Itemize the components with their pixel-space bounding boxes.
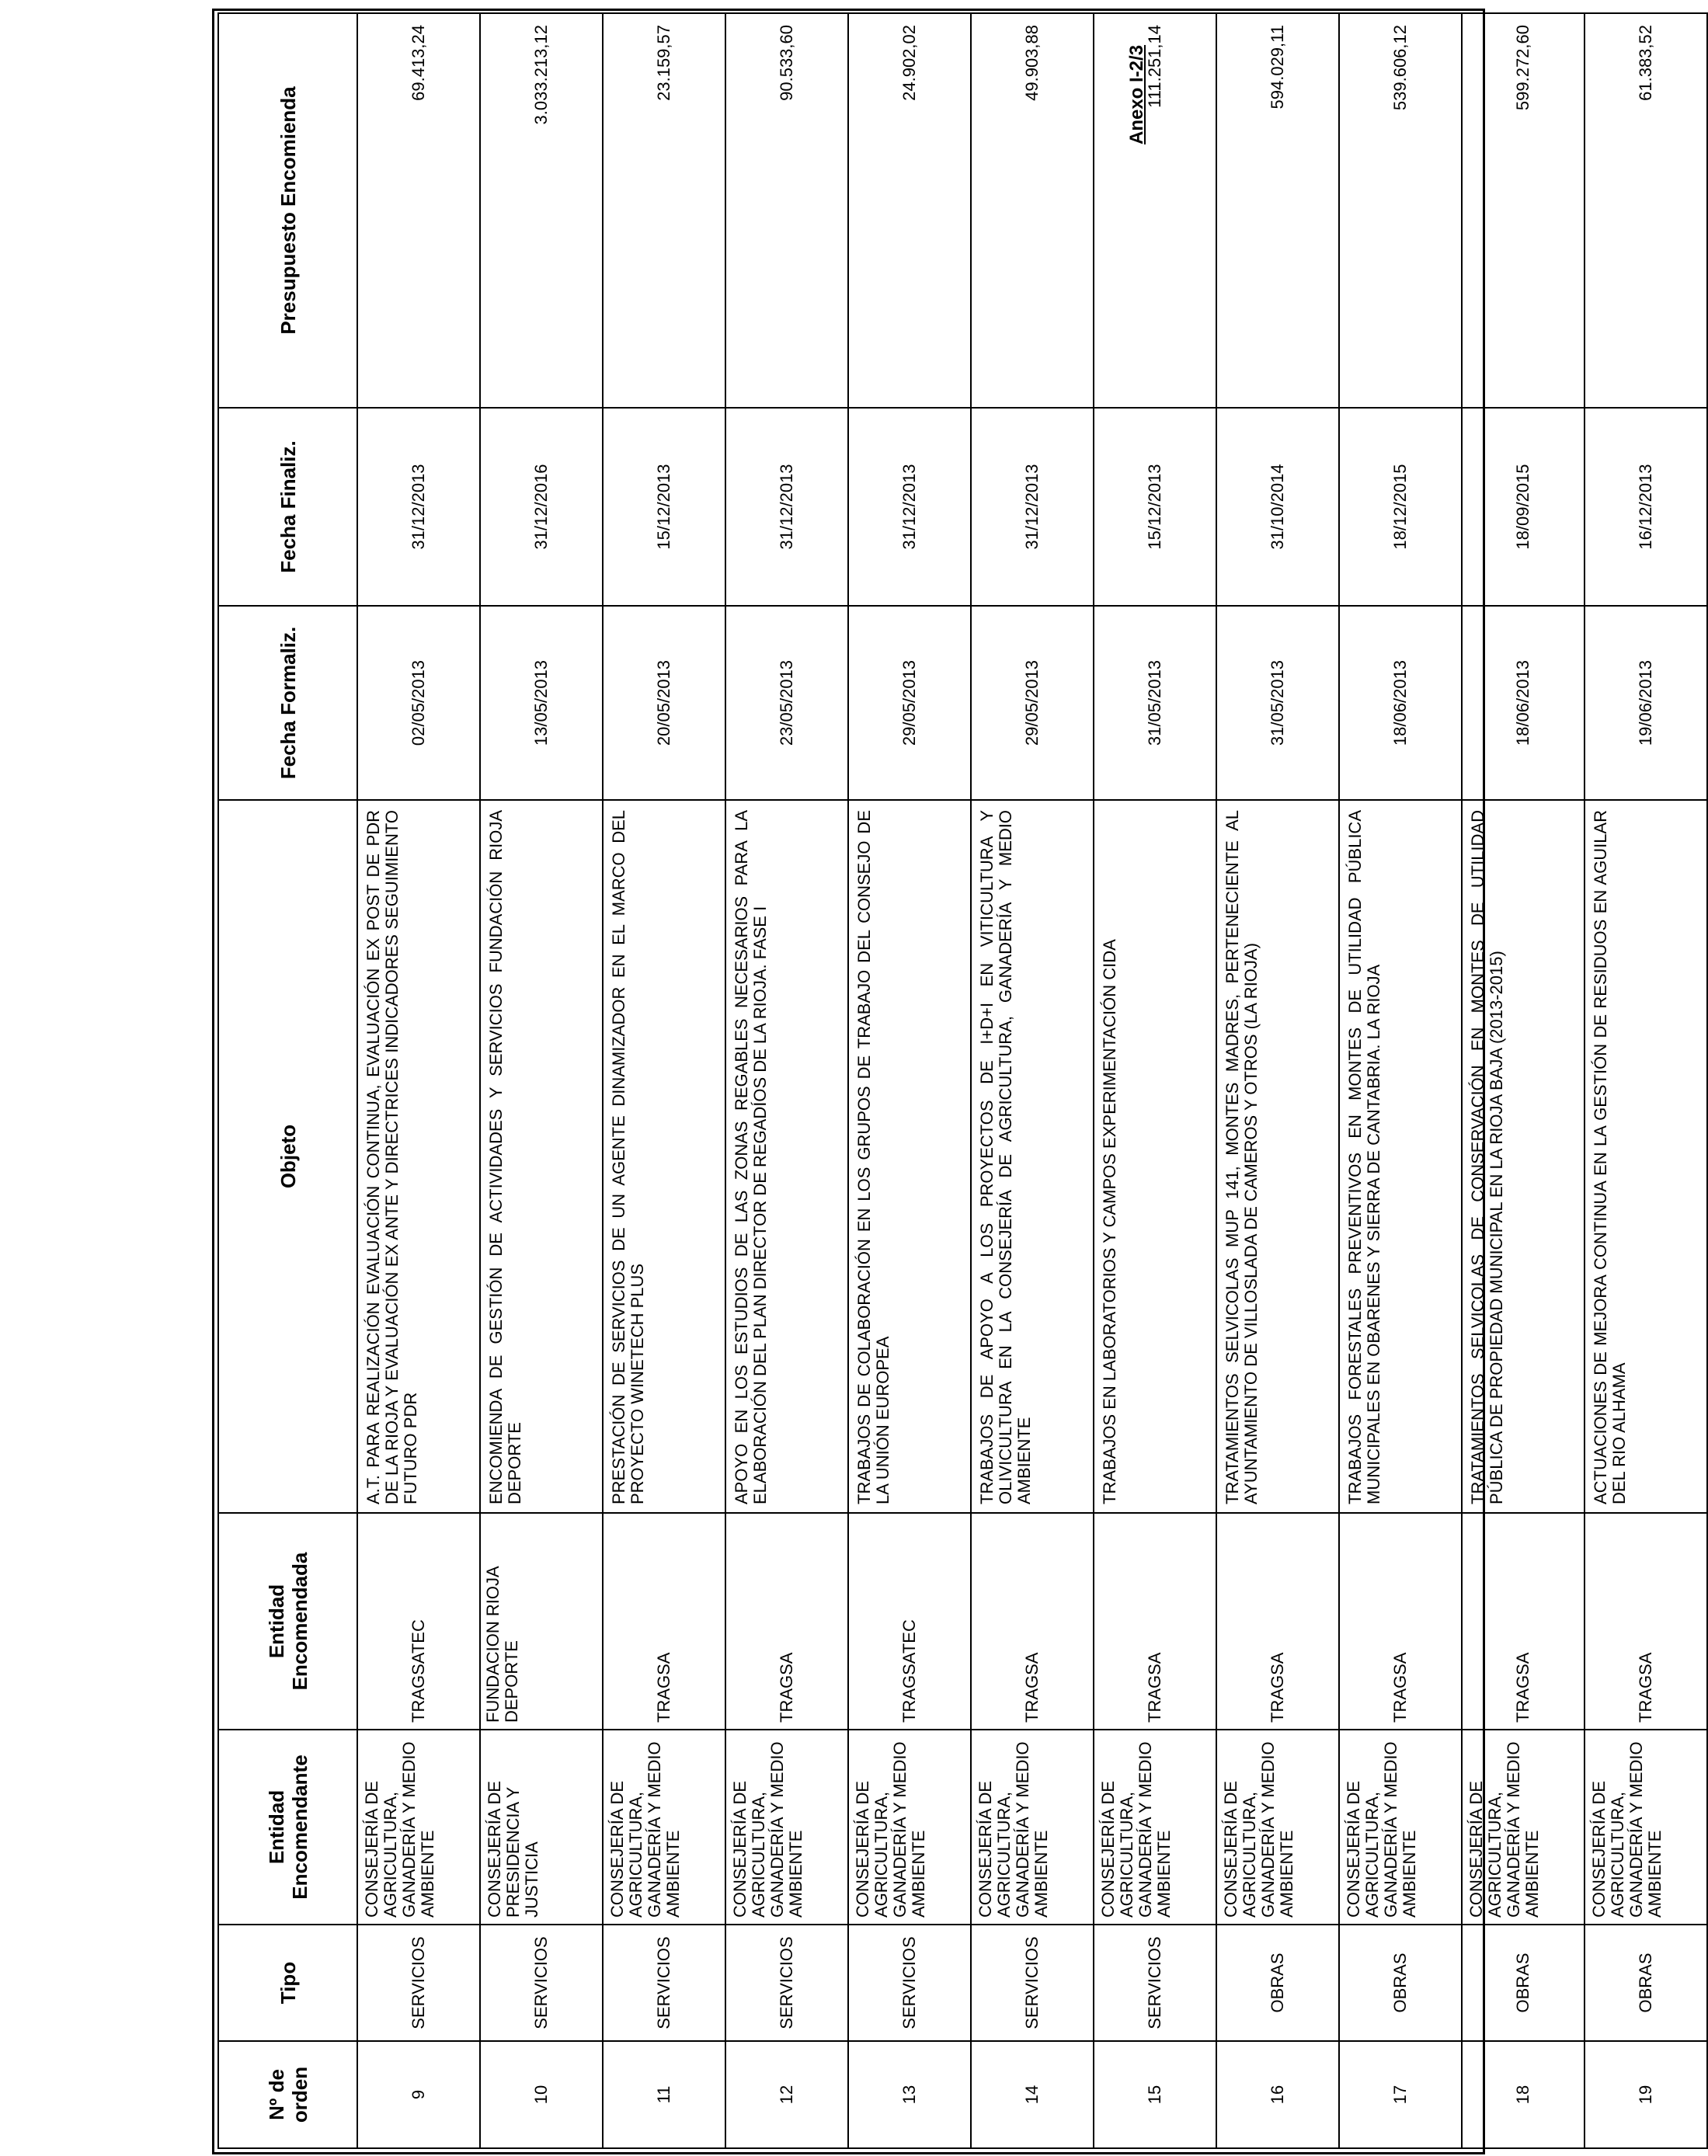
cell-objeto: APOYO EN LOS ESTUDIOS DE LAS ZONAS REGABLES NECESARIOS PARA LA ELABORACIÓN DEL PLAN DIRECTOR DE REGADÍOS DE LA RIOJA. FASE I: [725, 800, 848, 1513]
header-presupuesto: Presupuesto Encomienda: [218, 13, 357, 408]
annex-label: Anexo I-2/3: [1126, 44, 1147, 144]
cell-encomendante: CONSEJERÍA DE AGRICULTURA, GANADERÍA Y MEDIO AMBIENTE: [1585, 1730, 1707, 1925]
table-row: [357, 13, 480, 2148]
cell-encomendada: FUNDACION RIOJA DEPORTE: [480, 1513, 603, 1730]
cell-tipo: SERVICIOS: [848, 1925, 971, 2041]
cell-encomendada: TRAGSATEC: [357, 1513, 480, 1730]
cell-presupuesto: 111.251,14: [1094, 13, 1216, 408]
cell-tipo: SERVICIOS: [480, 1925, 603, 2041]
cell-finaliz: 31/12/2013: [971, 408, 1094, 606]
cell-num: 9: [357, 2041, 480, 2148]
cell-formaliz: 23/05/2013: [725, 606, 848, 800]
cell-formaliz: 29/05/2013: [848, 606, 971, 800]
cell-presupuesto: 24.902,02: [848, 13, 971, 408]
header-objeto: Objeto: [218, 800, 357, 1513]
cell-encomendante: CONSEJERÍA DE AGRICULTURA, GANADERÍA Y MEDIO AMBIENTE: [848, 1730, 971, 1925]
cell-encomendada: TRAGSA: [1462, 1513, 1585, 1730]
cell-formaliz: 29/05/2013: [971, 606, 1094, 800]
cell-finaliz: 15/12/2013: [1094, 408, 1216, 606]
table-row: [1585, 13, 1707, 2148]
cell-finaliz: 31/10/2014: [1216, 408, 1339, 606]
cell-tipo: OBRAS: [1216, 1925, 1339, 2041]
header-encomendante: Entidad Encomendante: [218, 1730, 357, 1925]
cell-encomendante: CONSEJERÍA DE AGRICULTURA, GANADERÍA Y MEDIO AMBIENTE: [971, 1730, 1094, 1925]
cell-objeto: TRABAJOS DE COLABORACIÓN EN LOS GRUPOS DE TRABAJO DEL CONSEJO DE LA UNIÓN EUROPEA: [848, 800, 971, 1513]
cell-encomendada: TRAGSA: [603, 1513, 725, 1730]
cell-finaliz: 18/12/2015: [1339, 408, 1462, 606]
cell-tipo: SERVICIOS: [603, 1925, 725, 2041]
cell-encomendada: TRAGSA: [725, 1513, 848, 1730]
table-row: [1339, 13, 1462, 2148]
cell-tipo: OBRAS: [1462, 1925, 1585, 2041]
table-row: [848, 13, 971, 2148]
cell-num: 15: [1094, 2041, 1216, 2148]
cell-tipo: OBRAS: [1339, 1925, 1462, 2041]
cell-objeto: TRABAJOS FORESTALES PREVENTIVOS EN MONTES DE UTILIDAD PÚBLICA MUNICIPALES EN OBARENES Y SIERRA DE CANTABRIA. LA RIOJA: [1339, 800, 1462, 1513]
table-row: [1216, 13, 1339, 2148]
table-header-row: [218, 13, 357, 2148]
cell-tipo: OBRAS: [1585, 1925, 1707, 2041]
cell-formaliz: 02/05/2013: [357, 606, 480, 800]
cell-objeto: TRATAMIENTOS SELVICOLAS DE CONSERVACIÓN EN MONTES DE UTILIDAD PÚBLICA DE PROPIEDAD MUNICIPAL EN LA RIOJA BAJA (2013-2015): [1462, 800, 1585, 1513]
cell-num: 14: [971, 2041, 1094, 2148]
cell-presupuesto: 23.159,57: [603, 13, 725, 408]
cell-tipo: SERVICIOS: [1094, 1925, 1216, 2041]
cell-tipo: SERVICIOS: [971, 1925, 1094, 2041]
cell-finaliz: 31/12/2013: [357, 408, 480, 606]
header-encomendada: Entidad Encomendada: [218, 1513, 357, 1730]
cell-presupuesto: 61.383,52: [1585, 13, 1707, 408]
cell-objeto: TRABAJOS DE APOYO A LOS PROYECTOS DE I+D+I EN VITICULTURA Y OLIVICULTURA EN LA CONSEJERÍA DE AGRICULTURA, GANADERÍA Y MEDIO AMBIENTE: [971, 800, 1094, 1513]
cell-num: 16: [1216, 2041, 1339, 2148]
cell-num: 11: [603, 2041, 725, 2148]
cell-encomendante: CONSEJERÍA DE AGRICULTURA, GANADERÍA Y MEDIO AMBIENTE: [1339, 1730, 1462, 1925]
cell-finaliz: 15/12/2013: [603, 408, 725, 606]
table-row: [971, 13, 1094, 2148]
cell-num: 12: [725, 2041, 848, 2148]
cell-presupuesto: 3.033.213,12: [480, 13, 603, 408]
cell-num: 17: [1339, 2041, 1462, 2148]
header-formaliz: Fecha Formaliz.: [218, 606, 357, 800]
cell-presupuesto: 90.533,60: [725, 13, 848, 408]
cell-encomendada: TRAGSA: [971, 1513, 1094, 1730]
cell-objeto: A.T. PARA REALIZACIÓN EVALUACIÓN CONTINUA, EVALUACIÓN EX POST DE PDR DE LA RIOJA Y EVALUACIÓN EX ANTE Y DIRECTRICES INDICADORES SEGUIMIENTO FUTURO PDR: [357, 800, 480, 1513]
cell-num: 13: [848, 2041, 971, 2148]
cell-encomendada: TRAGSA: [1216, 1513, 1339, 1730]
cell-finaliz: 18/09/2015: [1462, 408, 1585, 606]
header-num: Nº de orden: [218, 2041, 357, 2148]
cell-objeto: TRATAMIENTOS SELVICOLAS MUP 141, MONTES MADRES, PERTENECIENTE AL AYUNTAMIENTO DE VILLOSLADA DE CAMEROS Y OTROS (LA RIOJA): [1216, 800, 1339, 1513]
cell-formaliz: 18/06/2013: [1339, 606, 1462, 800]
cell-encomendada: TRAGSA: [1585, 1513, 1707, 1730]
cell-encomendante: CONSEJERÍA DE AGRICULTURA, GANADERÍA Y MEDIO AMBIENTE: [1462, 1730, 1585, 1925]
cell-objeto: ENCOMIENDA DE GESTIÓN DE ACTIVIDADES Y SERVICIOS FUNDACIÓN RIOJA DEPORTE: [480, 800, 603, 1513]
cell-objeto: ACTUACIONES DE MEJORA CONTINUA EN LA GESTIÓN DE RESIDUOS EN AGUILAR DEL RIO ALHAMA: [1585, 800, 1707, 1513]
table-row: [1094, 13, 1216, 2148]
cell-num: 18: [1462, 2041, 1585, 2148]
table-row: [480, 13, 603, 2148]
cell-num: 10: [480, 2041, 603, 2148]
cell-presupuesto: 69.413,24: [357, 13, 480, 408]
header-finaliz: Fecha Finaliz.: [218, 408, 357, 606]
table-row: [603, 13, 725, 2148]
cell-presupuesto: 539.606,12: [1339, 13, 1462, 408]
cell-encomendante: CONSEJERÍA DE AGRICULTURA, GANADERÍA Y MEDIO AMBIENTE: [725, 1730, 848, 1925]
cell-objeto: TRABAJOS EN LABORATORIOS Y CAMPOS EXPERIMENTACIÓN CIDA: [1094, 800, 1216, 1513]
cell-tipo: SERVICIOS: [357, 1925, 480, 2041]
cell-encomendada: TRAGSATEC: [848, 1513, 971, 1730]
cell-finaliz: 31/12/2013: [725, 408, 848, 606]
cell-encomendada: TRAGSA: [1094, 1513, 1216, 1730]
cell-tipo: SERVICIOS: [725, 1925, 848, 2041]
cell-formaliz: 19/06/2013: [1585, 606, 1707, 800]
cell-encomendante: CONSEJERÍA DE AGRICULTURA, GANADERÍA Y MEDIO AMBIENTE: [1094, 1730, 1216, 1925]
cell-objeto: PRESTACIÓN DE SERVICIOS DE UN AGENTE DINAMIZADOR EN EL MARCO DEL PROYECTO WINETECH PLUS: [603, 800, 725, 1513]
cell-formaliz: 31/05/2013: [1216, 606, 1339, 800]
cell-encomendada: TRAGSA: [1339, 1513, 1462, 1730]
cell-presupuesto: 599.272,60: [1462, 13, 1585, 408]
cell-finaliz: 31/12/2016: [480, 408, 603, 606]
cell-encomendante: CONSEJERÍA DE AGRICULTURA, GANADERÍA Y MEDIO AMBIENTE: [357, 1730, 480, 1925]
header-tipo: Tipo: [218, 1925, 357, 2041]
cell-encomendante: CONSEJERÍA DE AGRICULTURA, GANADERÍA Y MEDIO AMBIENTE: [1216, 1730, 1339, 1925]
cell-encomendante: CONSEJERÍA DE AGRICULTURA, GANADERÍA Y MEDIO AMBIENTE: [603, 1730, 725, 1925]
cell-formaliz: 18/06/2013: [1462, 606, 1585, 800]
table-row: [725, 13, 848, 2148]
cell-formaliz: 13/05/2013: [480, 606, 603, 800]
table-row: [1462, 13, 1585, 2148]
cell-finaliz: 31/12/2013: [848, 408, 971, 606]
cell-finaliz: 16/12/2013: [1585, 408, 1707, 606]
cell-num: 19: [1585, 2041, 1707, 2148]
cell-encomendante: CONSEJERÍA DE PRESIDENCIA Y JUSTICIA: [480, 1730, 603, 1925]
cell-presupuesto: 594.029,11: [1216, 13, 1339, 408]
encomiendas-table: [217, 12, 1708, 2149]
cell-formaliz: 31/05/2013: [1094, 606, 1216, 800]
cell-presupuesto: 49.903,88: [971, 13, 1094, 408]
cell-formaliz: 20/05/2013: [603, 606, 725, 800]
